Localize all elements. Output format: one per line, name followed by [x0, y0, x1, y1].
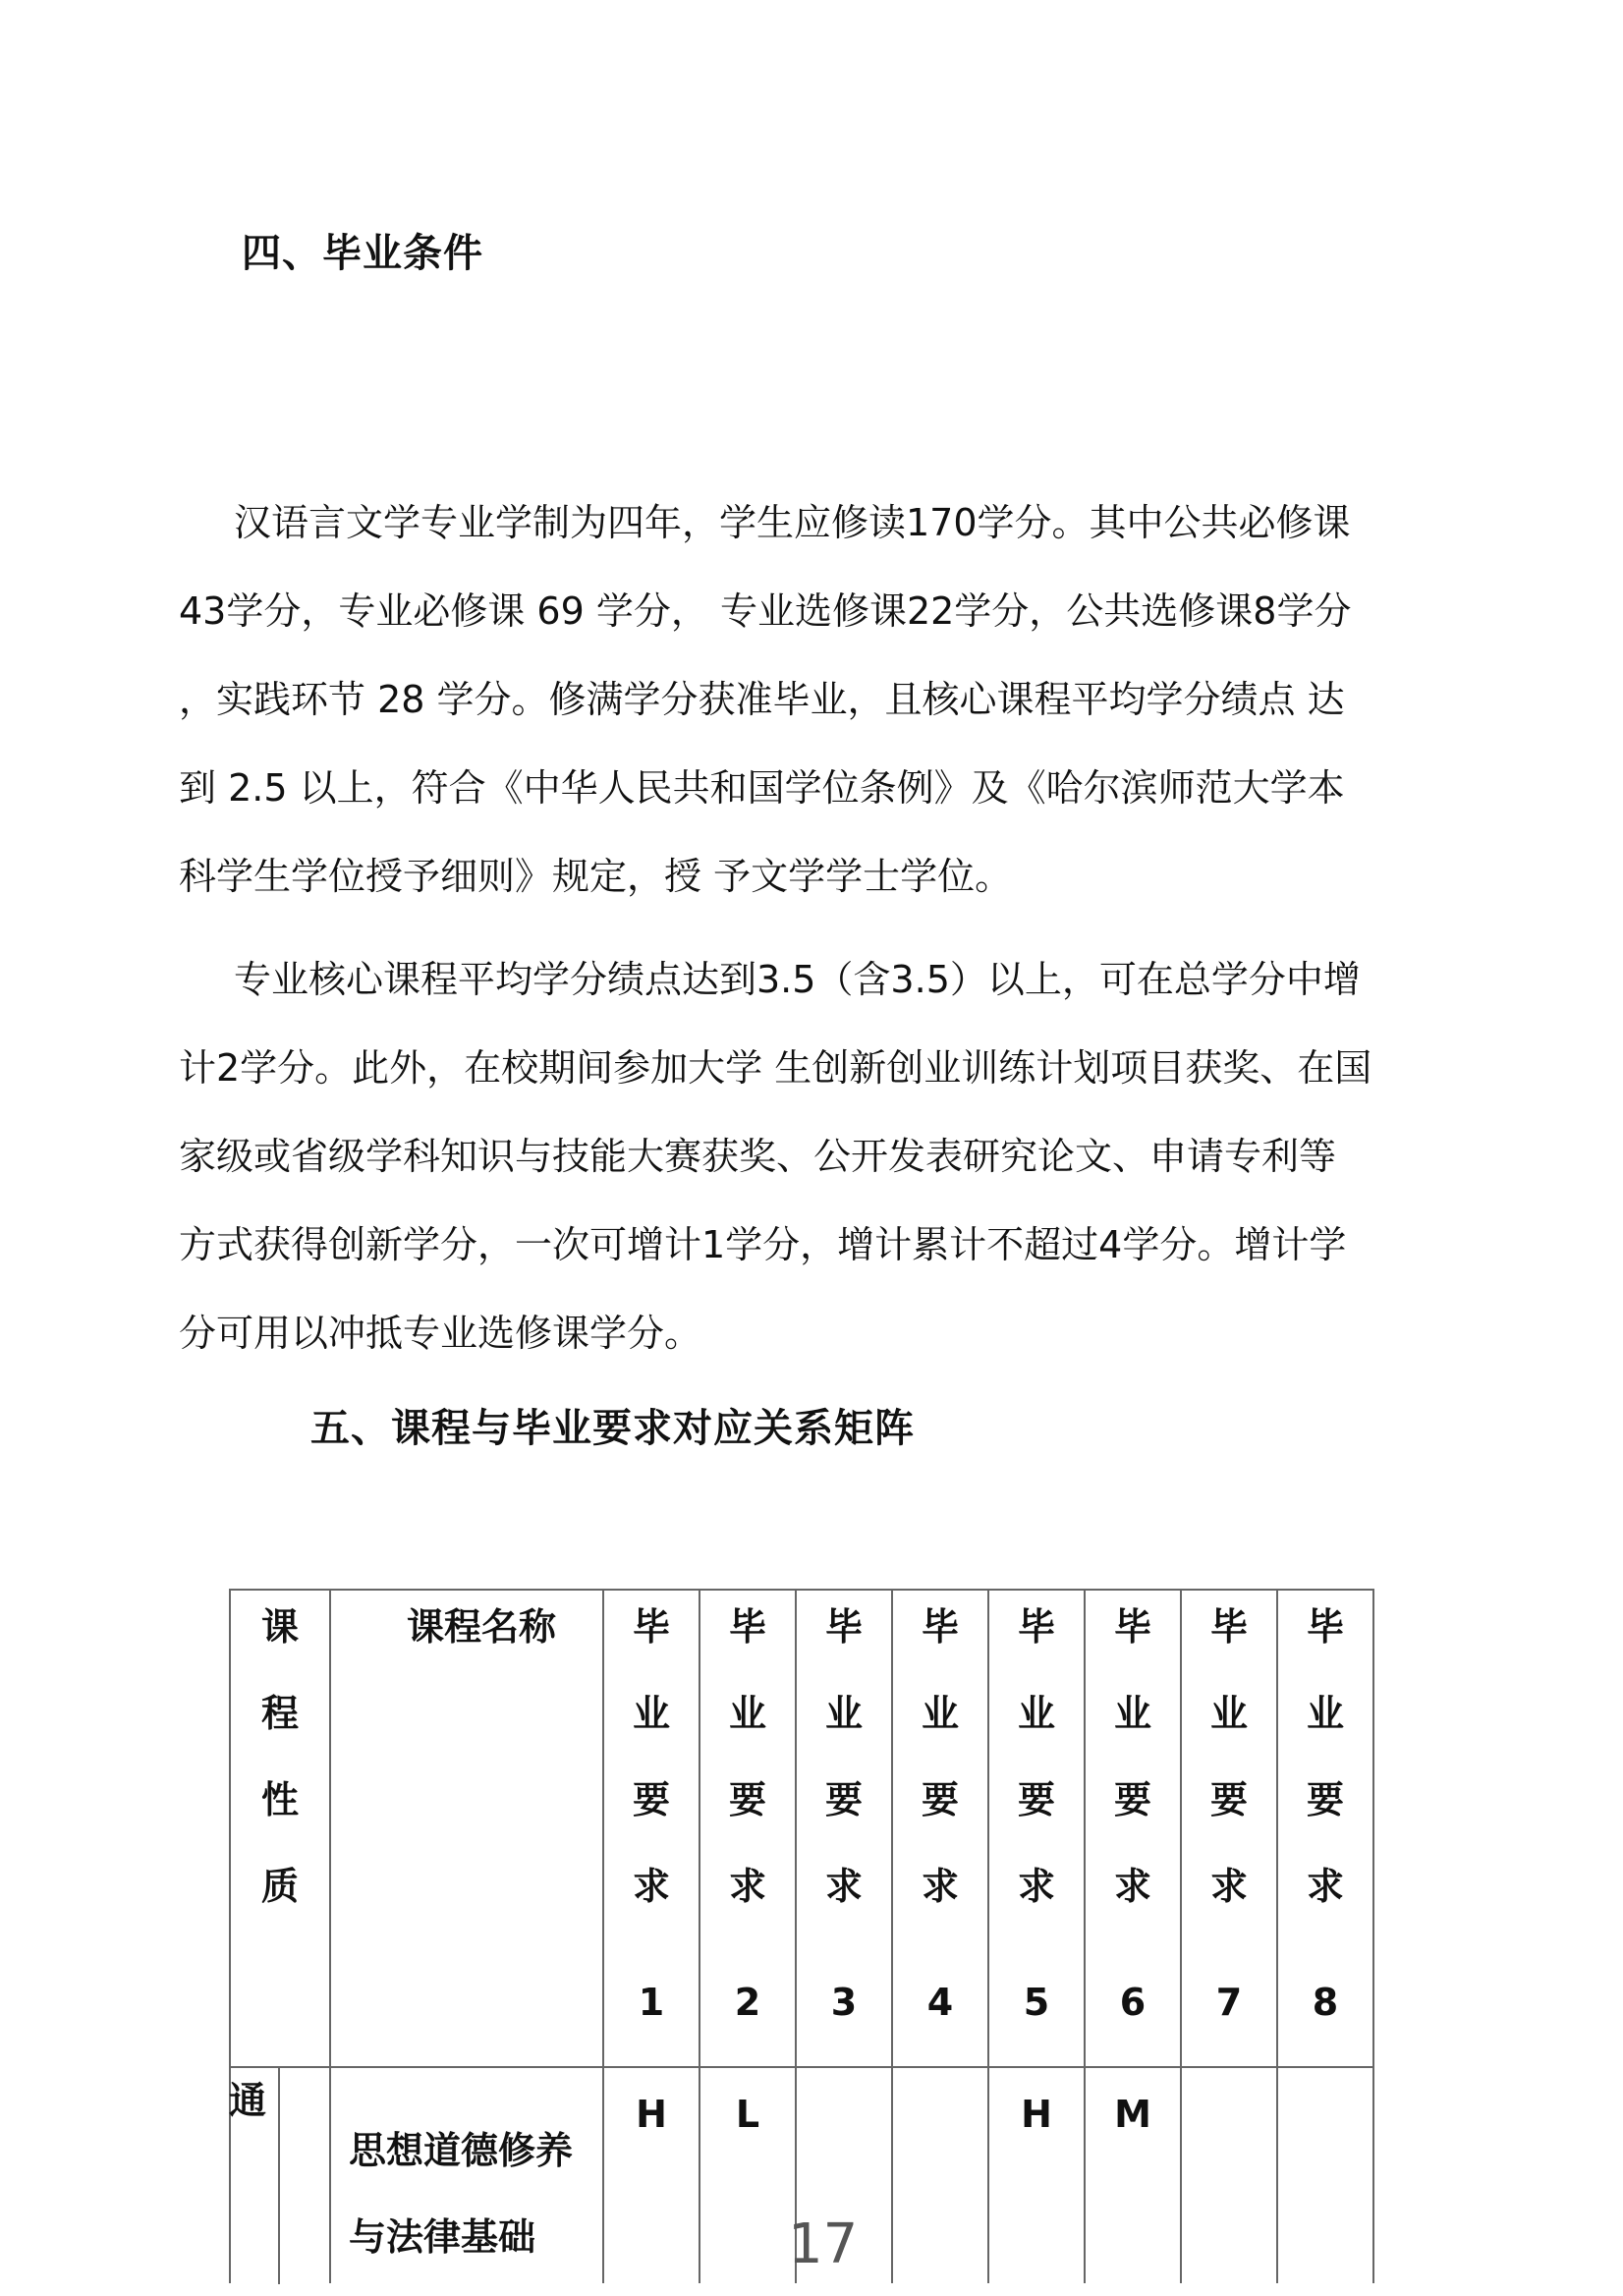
header-char: 毕: [921, 1605, 959, 1649]
header-char: 要: [728, 1778, 766, 1821]
paragraph-line: 分可用以冲抵专业选修课学分。: [179, 1312, 702, 1355]
section-heading-graduation-conditions: 四、毕业条件: [242, 231, 483, 276]
page-number: 17: [788, 2212, 859, 2276]
header-char: 求: [921, 1865, 959, 1908]
header-char: 程: [260, 1692, 299, 1735]
paragraph-line: 家级或省级学科知识与技能大赛获奖、公开发表研究论文、申请专利等: [179, 1135, 1337, 1178]
requirement-number: 4: [926, 1981, 954, 2024]
header-requirement-1: [603, 1590, 700, 2067]
header-char: 要: [1113, 1778, 1151, 1821]
header-char: 要: [824, 1778, 863, 1821]
header-char: 毕: [632, 1605, 670, 1649]
requirement-mark: L: [735, 2093, 760, 2136]
header-char: 求: [632, 1865, 670, 1908]
header-char: 业: [1113, 1692, 1151, 1735]
header-char: 毕: [1306, 1605, 1344, 1649]
header-char: 毕: [824, 1605, 863, 1649]
header-requirement-7: [1181, 1590, 1277, 2067]
mark-cell: [988, 2067, 1085, 2283]
header-char: 业: [1209, 1692, 1248, 1735]
paragraph-graduation-credits: [179, 478, 1456, 921]
mark-cell: [1181, 2067, 1277, 2283]
header-char: 毕: [1113, 1605, 1151, 1649]
paragraph-line: 科学生学位授予细则》规定，授 予文学学士学位。: [179, 855, 1013, 898]
paragraph-line: 方式获得创新学分，一次可增计1学分，增计累计不超过4学分。增计学: [179, 1223, 1347, 1266]
course-type-cell: [230, 2067, 330, 2283]
header-char: 求: [1017, 1865, 1055, 1908]
paragraph-line: 到 2.5 以上，符合《中华人民共和国学位条例》及《哈尔滨师范大学本: [179, 766, 1345, 810]
course-type-label: 通: [229, 2079, 267, 2122]
course-name-line: 与法律基础: [349, 2215, 536, 2259]
requirement-mark: [893, 2068, 987, 2090]
header-course-name: [330, 1590, 603, 2067]
header-char: 求: [1306, 1865, 1344, 1908]
requirement-number: 6: [1119, 1981, 1147, 2024]
header-char: 要: [1209, 1778, 1248, 1821]
header-requirement-5: [988, 1590, 1085, 2067]
paragraph-line: 汉语言文学专业学制为四年，学生应修读170学分。其中公共必修课: [234, 501, 1351, 544]
paragraph-line: 专业核心课程平均学分绩点达到3.5（含3.5）以上，可在总学分中增: [234, 958, 1361, 1001]
mark-cell: [1277, 2067, 1373, 2283]
header-char: 性: [260, 1778, 299, 1821]
mark-cell: [1085, 2067, 1181, 2283]
header-char: 毕: [1017, 1605, 1055, 1649]
course-name-line: 思想道德修养: [349, 2129, 574, 2172]
header-requirement-8: [1277, 1590, 1373, 2067]
header-course-type: [230, 1590, 330, 2067]
header-char: 要: [1306, 1778, 1344, 1821]
header-char: 业: [921, 1692, 959, 1735]
header-char: 业: [632, 1692, 670, 1735]
header-char: 毕: [1209, 1605, 1248, 1649]
header-char: 求: [1209, 1865, 1248, 1908]
paragraph-line: ，实践环节 28 学分。修满学分获准毕业，且核心课程平均学分绩点 达: [179, 678, 1345, 721]
header-requirement-3: [796, 1590, 892, 2067]
paragraph-line: 43学分，专业必修课 69 学分， 专业选修课22学分，公共选修课8学分: [179, 589, 1352, 633]
header-char: 要: [1017, 1778, 1055, 1821]
header-char: 毕: [728, 1605, 766, 1649]
matrix-header-row: [230, 1590, 1373, 2067]
header-requirement-4: [892, 1590, 988, 2067]
mark-cell: [892, 2067, 988, 2283]
header-char: 课: [260, 1605, 299, 1649]
requirement-mark: [797, 2068, 891, 2090]
paragraph-line: 计2学分。此外，在校期间参加大学 生创新创业训练计划项目获奖、在国: [179, 1046, 1372, 1090]
header-course-name-label: 课程名称: [406, 1605, 556, 1649]
section-heading-course-matrix: 五、课程与毕业要求对应关系矩阵: [310, 1406, 915, 1451]
requirement-mark: H: [1021, 2093, 1052, 2136]
header-char: 求: [824, 1865, 863, 1908]
course-requirement-matrix: [229, 1589, 1374, 2283]
paragraph-innovation-credits: [179, 935, 1456, 1377]
header-char: 质: [260, 1865, 299, 1908]
requirement-number: 7: [1215, 1981, 1243, 2024]
header-char: 要: [632, 1778, 670, 1821]
requirement-number: 2: [734, 1981, 761, 2024]
header-char: 业: [1306, 1692, 1344, 1735]
header-char: 求: [728, 1865, 766, 1908]
requirement-mark: M: [1114, 2093, 1151, 2136]
header-char: 业: [824, 1692, 863, 1735]
header-char: 求: [1113, 1865, 1151, 1908]
requirement-number: 3: [830, 1981, 858, 2024]
mark-cell: [603, 2067, 700, 2283]
requirement-mark: [1182, 2068, 1276, 2090]
requirement-number: 5: [1023, 1981, 1050, 2024]
type-divider: [278, 2068, 280, 2284]
header-requirement-2: [700, 1590, 796, 2067]
mark-cell: [700, 2067, 796, 2283]
course-name-cell: [330, 2067, 603, 2283]
header-char: 要: [921, 1778, 959, 1821]
requirement-number: 1: [638, 1981, 665, 2024]
header-char: 业: [728, 1692, 766, 1735]
header-char: 业: [1017, 1692, 1055, 1735]
requirement-mark: H: [636, 2093, 667, 2136]
requirement-number: 8: [1312, 1981, 1339, 2024]
requirement-mark: [1278, 2068, 1372, 2090]
header-requirement-6: [1085, 1590, 1181, 2067]
